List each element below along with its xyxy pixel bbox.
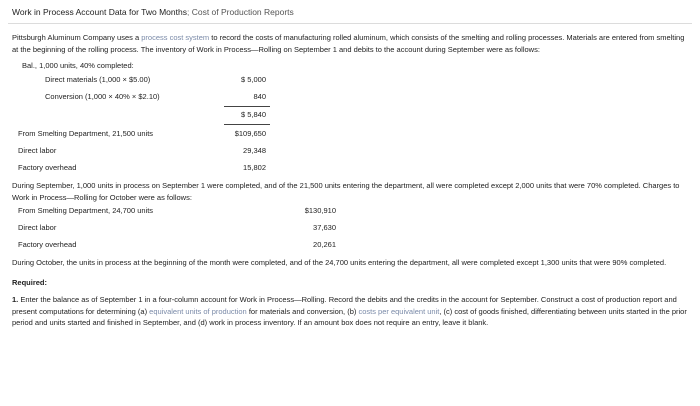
direct-materials-amount: $ 5,000 xyxy=(240,75,266,84)
september-charges xyxy=(8,60,692,178)
intro-paragraph xyxy=(8,32,692,55)
sept-smelting-row xyxy=(8,128,692,140)
title-bar xyxy=(8,4,692,24)
sept-overhead-row xyxy=(8,162,692,174)
oct-labor-label: Direct labor xyxy=(18,223,57,232)
sept-smelting-amount: $109,650 xyxy=(234,129,266,138)
page-subtitle: Cost of Production Reports xyxy=(191,7,294,17)
sept-labor-row xyxy=(8,145,692,157)
oct-overhead-amount: 20,261 xyxy=(313,240,336,249)
oct-smelting-amount: $130,910 xyxy=(304,206,336,215)
required-text-3: , (c) cost of goods finished, differentiating between units started in the prior period and units started and finished in September, and (d) work in process inventory. If an amount box does not require an entry, leave it blank. xyxy=(12,306,687,327)
required-text-2: for materials and conversion, (b) xyxy=(246,306,359,316)
equivalent-units-link[interactable]: equivalent units of production xyxy=(149,306,247,316)
required-text-1: Enter the balance as of September 1 in a four-column account for Work in Process—Rolling. Record the debits and the credits in the account for September. Construct a cost of production report and present computations for determining (a) xyxy=(12,295,677,316)
sept-smelting-label: From Smelting Department, 21,500 units xyxy=(18,129,154,138)
oct-labor-amount: 37,630 xyxy=(313,223,336,232)
balance-row xyxy=(8,60,692,72)
sept-overhead-amount: 15,802 xyxy=(243,163,266,172)
conversion-row xyxy=(8,91,692,103)
september-note: During September, 1,000 units in process on September 1 were completed, and of the 21,500 units entering the department, all were completed except 2,000 units that were 70% completed. Charges to Work in Process—Rolling for October were as follows: xyxy=(12,181,680,202)
required-number: 1. xyxy=(12,295,19,304)
cost-per-equivalent-unit-link[interactable]: costs per equivalent unit xyxy=(358,306,440,316)
october-note: During October, the units in process at the beginning of the month were completed, and of the 24,700 units entering the department, all were completed except 1,300 units that were 90% completed. xyxy=(12,258,667,267)
intro-text-1: Pittsburgh Aluminum Company uses a xyxy=(12,33,142,42)
total-rule xyxy=(224,124,270,125)
title-separator: ; xyxy=(186,7,190,17)
sept-overhead-label: Factory overhead xyxy=(18,163,77,172)
direct-materials-row xyxy=(8,74,692,86)
intro-text-2: to record the costs of manufacturing rolled aluminum, which consists of the smelting and rolling processes. Materials are entered from smelting at the beginning of the rolling process. The inventory of Work in Process—Rolling on September 1 and debits to the account during September were as follows: xyxy=(12,33,685,54)
required-heading: Required: xyxy=(12,277,48,287)
direct-materials-label: Direct materials (1,000 × $5.00) xyxy=(45,75,151,84)
oct-overhead-label: Factory overhead xyxy=(18,240,77,249)
conversion-amount: 840 xyxy=(253,92,266,101)
oct-smelting-label: From Smelting Department, 24,700 units xyxy=(18,206,154,215)
process-cost-system-link[interactable]: process cost system xyxy=(141,33,210,42)
balance-total: $ 5,840 xyxy=(240,110,266,119)
page-title: Work in Process Account Data for Two Months xyxy=(12,7,187,17)
oct-labor-row xyxy=(8,222,692,234)
oct-smelting-row xyxy=(8,205,692,217)
october-charges xyxy=(8,205,692,255)
sept-labor-label: Direct labor xyxy=(18,146,57,155)
sept-labor-amount: 29,348 xyxy=(243,146,266,155)
required-instructions xyxy=(8,294,692,329)
subtotal-rule xyxy=(224,106,270,107)
balance-label: Bal., 1,000 units, 40% completed: xyxy=(22,61,134,70)
oct-overhead-row xyxy=(8,239,692,251)
conversion-label: Conversion (1,000 × 40% × $2.10) xyxy=(45,92,160,101)
balance-total-row xyxy=(8,109,692,121)
